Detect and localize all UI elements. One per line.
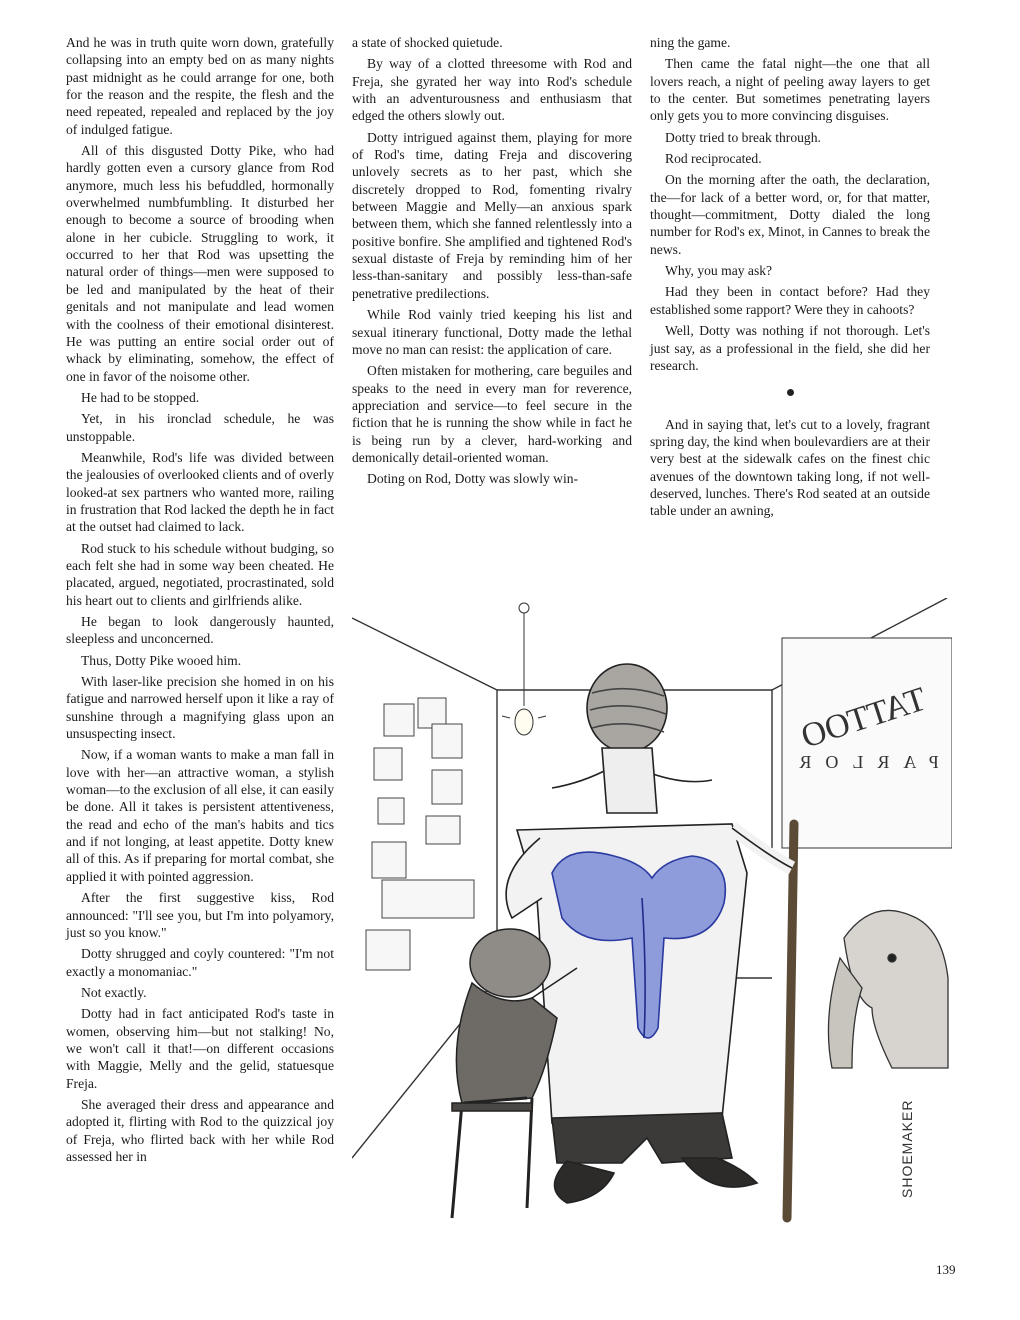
paragraph: Not exactly. — [81, 984, 147, 1000]
paragraph: All of this disgusted Dotty Pike, who had hardly gotten even a cursory glance from Rod anymore, much less his befuddled, hormonally overwhelmed numbfumbling. It disturbed her enough to become a source of brooding when alone in her cubicle. Struggling to work, it occurred to her that Rod was upsetting the natural order of things—men were supposed to be led and manipulated by the heat of their genitals and not manipulate and lead women with the coolness of their emotional disinterest. He was putting an entire social order out of whack by eliminating, somehow, the effect of one in favor of the noisome other. — [66, 143, 334, 384]
sign-text-tattoo: TATTOO — [796, 680, 931, 756]
text-column-1 — [66, 34, 334, 1169]
paragraph: While Rod vainly tried keeping his list and sexual itinerary functional, Dotty made the lethal move no man can resist: the application of care. — [352, 307, 632, 357]
paragraph: Thus, Dotty Pike wooed him. — [81, 652, 242, 668]
tattoo-parlor-illustration — [352, 598, 952, 1268]
paragraph: Had they been in contact before? Had they established some rapport? Were they in cahoots? — [650, 284, 930, 317]
paragraph: Rod stuck to his schedule without budging, so each felt she had in some way been cheated. He placated, argued, negotiated, procrastinated, sold his heart out to clients and girlfriends alike. — [66, 540, 334, 608]
wall-flash-sketches — [366, 698, 474, 970]
page-number: 139 — [936, 1262, 956, 1277]
paragraph: Dotty tried to break through. — [665, 129, 821, 145]
paragraph: He began to look dangerously haunted, sleepless and unconcerned. — [66, 614, 334, 647]
text-column-3 — [650, 34, 930, 524]
paragraph: Why, you may ask? — [665, 263, 773, 279]
lightbulb — [502, 603, 546, 735]
paragraph: On the morning after the oath, the declaration, the—for lack of a better word, or, for that matter, thought—commitment, Dotty dialed the long number for Rod's ex, Minot, in Cannes to break the news. — [650, 172, 930, 257]
paragraph: Meanwhile, Rod's life was divided between the jealousies of overlooked clients and of overly looked-at sex partners who wanted more, railing in frustration that Rod lacked the depth he in fact at the outset had claimed to lack. — [66, 449, 334, 535]
paragraph: With laser-like precision she homed in on his fatigue and narrowed herself upon it like a ray of sunshine through a magnifying glass upon an unsuspecting insect. — [66, 674, 334, 742]
paragraph: Dotty shrugged and coyly countered: "I'm not exactly a monomaniac." — [66, 946, 334, 979]
paragraph: Doting on Rod, Dotty was slowly win- — [367, 471, 579, 487]
paragraph: By way of a clotted threesome with Rod and Freja, she gyrated her way into Rod's schedule with an adventurousness and enthusiasm that edged the others slowly out. — [352, 56, 632, 124]
paragraph: And he was in truth quite worn down, gratefully collapsing into an empty bed on as many nights past midnight as he could arrange for one, both for the reason and the respite, the flesh and the need repeated, repealed and replaced by the joy of indulged fatigue. — [66, 35, 334, 137]
paragraph: Dotty intrigued against them, playing for more of Rod's time, dating Freja and discovering unlovely secrets as to her past, which she discretely dropped to Rod, fomenting rivalry between Maggie and Melly—an anxious spark between them, which she fanned relentlessly into a positive bonfire. She amplified and tightened Rod's sexual distaste of Freja by reminding him of her less-than-sanitary and possibly less-than-safe penetrative predilections. — [352, 129, 632, 301]
paragraph: Dotty had in fact anticipated Rod's taste in women, observing him—but not stalking! No, we won't call it that!—on different occasions with Maggie, Melly and the gelid, statuesque Freja. — [66, 1006, 334, 1091]
text-column-2 — [352, 34, 632, 492]
section-break-dot — [650, 384, 930, 401]
tattoo-parlor-sign — [782, 638, 952, 848]
paragraph: Rod reciprocated. — [665, 151, 762, 167]
paragraph: Then came the fatal night—the one that all lovers reach, a night of peeling away layers to get to the center. But sometimes penetrating layers only gets you to more convincing disguises. — [650, 56, 930, 124]
paragraph: She averaged their dress and appearance and adopted it, flirting with Rod to the quizzical joy of Freja, who flirted back with her while Rod assessed her in — [66, 1096, 334, 1164]
walking-stick — [787, 824, 794, 1218]
artist-signature: SHOEMAKER — [899, 1099, 915, 1198]
paragraph: He had to be stopped. — [81, 389, 200, 405]
paragraph: After the first suggestive kiss, Rod announced: "I'll see you, but I'm into polyamory, just so you know." — [66, 890, 334, 940]
elephants-peeking — [828, 910, 948, 1068]
paragraph: ning the game. — [650, 35, 731, 50]
paragraph: Well, Dotty was nothing if not thorough. Let's just say, as a professional in the field, she did her research. — [650, 323, 930, 373]
paragraph: Often mistaken for mothering, care beguiles and speaks to the need in every man for reverence, appreciation and service—to feel secure in the fiction that he is running the show while in fact he is being run by a clever, hard-working and demonically detail-oriented woman. — [352, 363, 632, 465]
paragraph: And in saying that, let's cut to a lovely, fragrant spring day, the kind when boulevardiers are at their very best at the sidewalk cafes on the finest chic avenues of the downtown taking long, if not well-deserved, lunches. There's Rod seated at an outside table under an awning, — [650, 416, 930, 519]
paragraph: a state of shocked quietude. — [352, 35, 503, 50]
sign-text-parlor: PARLOR — [785, 752, 939, 772]
paragraph: Now, if a woman wants to make a man fall in love with her—an attractive woman, a stylish woman—to the exclusion of all else, it can easily be done. All it takes is persistent attentiveness, the read and echo of the man's habits and tics and if not longing, at least appetite. Dotty knew all of this. As if preparing for mortal combat, she applied it with pointed aggression. — [66, 747, 334, 884]
paragraph: Yet, in his ironclad schedule, he was unstoppable. — [66, 411, 334, 444]
